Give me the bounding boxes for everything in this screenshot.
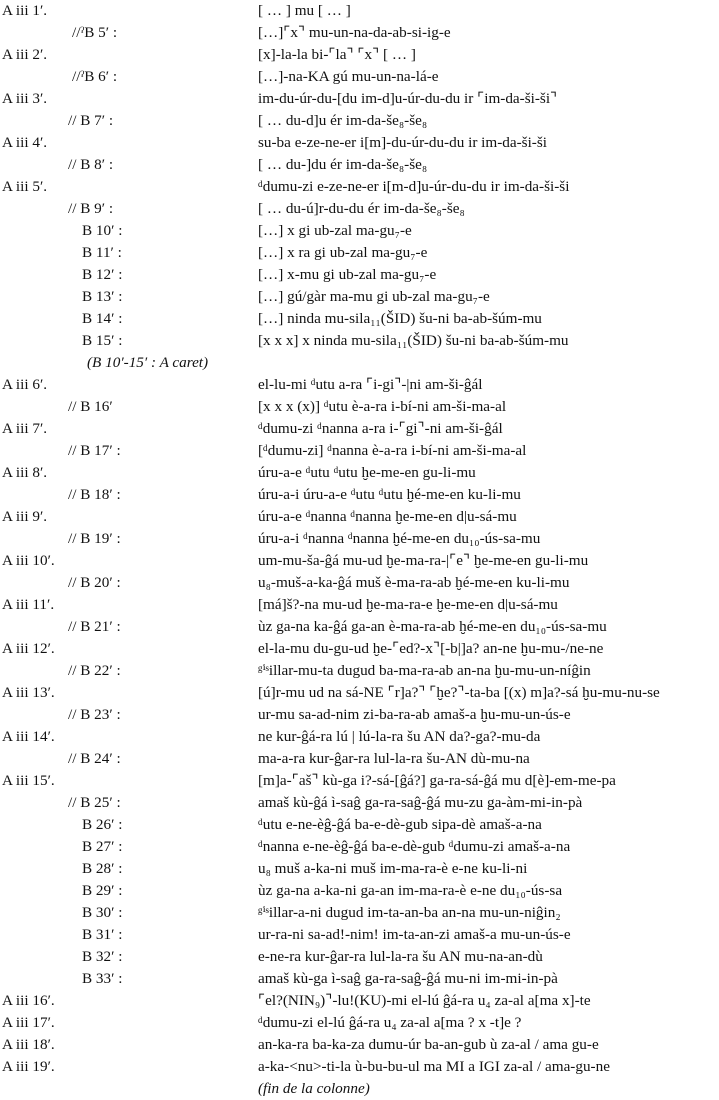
line-row — [0, 220, 719, 242]
tablet-b-reference: // B 24′ : — [68, 750, 121, 767]
tablet-a-reference: A iii 11′. — [2, 596, 55, 613]
line-row — [0, 528, 719, 550]
tablet-b-reference: // B 9′ : — [68, 200, 114, 217]
line-row — [0, 440, 719, 462]
tablet-a-reference: A iii 9′. — [2, 508, 48, 525]
line-row — [0, 704, 719, 726]
line-row — [0, 396, 719, 418]
transliteration-text: ᵈdumu-zi el-lú ĝá-ra u₄ za-al a[ma ? x -t]e ? — [258, 1014, 522, 1031]
line-row — [0, 858, 719, 880]
line-row — [0, 330, 719, 352]
line-row — [0, 550, 719, 572]
tablet-b-reference: // B 19′ : — [68, 530, 121, 547]
transliteration-text: […] x ra gi ub-zal ma-gu₇-e — [258, 244, 428, 261]
tablet-a-reference: A iii 8′. — [2, 464, 48, 481]
tablet-b-reference: B 28′ : — [82, 860, 123, 877]
transliteration-text: ùz ga-na a-ka-ni ga-an im-ma-ra-è e-ne du₁₀-ús-sa — [258, 882, 563, 899]
line-row — [0, 924, 719, 946]
tablet-a-reference: A iii 12′. — [2, 640, 55, 657]
transliteration-text: ᵍⁱˢillar-mu-ta dugud ba-ma-ra-ab an-na ḫu-mu-un-níĝin — [258, 662, 591, 679]
transliteration-text: amaš kù-ga ì-saĝ ga-ra-saĝ-ĝá mu-ni im-mi-in-pà — [258, 970, 558, 987]
tablet-b-reference: B 27′ : — [82, 838, 123, 855]
transliteration-text: [ú]r-mu ud na sá-NE ⌜r]a?⌝ ⌜ḫe?⌝-ta-ba [(x) m]a?-sá ḫu-mu-nu-se — [258, 684, 660, 701]
transliteration-text: ma-a-ra kur-ĝar-ra lul-la-ra šu-AN dù-mu-na — [258, 750, 530, 767]
tablet-a-reference: A iii 2′. — [2, 46, 48, 63]
tablet-a-reference: A iii 6′. — [2, 376, 48, 393]
transliteration-text: [x x x] x ninda mu-sila₁₁(ŠID) šu-ni ba-ab-šúm-mu — [258, 332, 569, 349]
line-row — [0, 946, 719, 968]
line-row — [0, 572, 719, 594]
line-row — [0, 682, 719, 704]
line-row — [0, 44, 719, 66]
tablet-b-reference: //ˀB 6′ : — [72, 68, 118, 85]
tablet-a-reference: A iii 7′. — [2, 420, 48, 437]
end-of-column-note: (fin de la colonne) — [258, 1080, 370, 1097]
tablet-b-reference: // B 7′ : — [68, 112, 114, 129]
line-row — [0, 176, 719, 198]
transliteration-text: [m]a-⌜aš⌝ kù-ga i?-sá-[ĝá?] ga-ra-sá-ĝá mu d[è]-em-me-pa — [258, 772, 616, 789]
transliteration-text: ᵈnanna e-ne-èĝ-ĝá ba-e-dè-gub ᵈdumu-zi amaš-a-na — [258, 838, 571, 855]
transliteration-text: úru-a-e ᵈnanna ᵈnanna ḫe-me-en d|u-sá-mu — [258, 508, 517, 525]
transliteration-text: [ … du-ú]r-du-du ér im-da-še₈-še₈ — [258, 200, 465, 217]
transliteration-text: úru-a-i úru-a-e ᵈutu ᵈutu ḫé-me-en ku-li-mu — [258, 486, 521, 503]
line-row — [0, 902, 719, 924]
tablet-a-reference: A iii 5′. — [2, 178, 48, 195]
tablet-b-reference: B 30′ : — [82, 904, 123, 921]
line-row — [0, 638, 719, 660]
transliteration-text: ᵈdumu-zi ᵈnanna a-ra i-⌜gi⌝-ni am-ši-ĝál — [258, 420, 503, 437]
tablet-b-reference: B 11′ : — [82, 244, 122, 261]
tablet-a-reference: A iii 1′. — [2, 2, 48, 19]
tablet-b-reference: B 10′ : — [82, 222, 123, 239]
transliteration-text: ur-ra-ni sa-ad!-nim! im-ta-an-zi amaš-a mu-un-ús-e — [258, 926, 571, 943]
tablet-a-reference: A iii 13′. — [2, 684, 55, 701]
line-row — [0, 462, 719, 484]
line-row — [0, 880, 719, 902]
line-row — [0, 418, 719, 440]
line-row — [0, 88, 719, 110]
transliteration-text: ⌜el?(NIN₉)⌝-lu!(KU)-mi el-lú ĝá-ra u₄ za-al a[ma x]-te — [258, 992, 591, 1009]
line-row — [0, 110, 719, 132]
line-row — [0, 726, 719, 748]
tablet-b-reference: B 15′ : — [82, 332, 123, 349]
line-row — [0, 792, 719, 814]
tablet-a-reference: A iii 17′. — [2, 1014, 55, 1031]
line-row — [0, 506, 719, 528]
tablet-b-reference: // B 25′ : — [68, 794, 121, 811]
transliteration-text: ùz ga-na ka-ĝá ga-an è-ma-ra-ab ḫé-me-en du₁₀-ús-sa-mu — [258, 618, 607, 635]
transliteration-text: [ … du-]du ér im-da-še₈-še₈ — [258, 156, 428, 173]
line-row — [0, 286, 719, 308]
tablet-a-reference: A iii 18′. — [2, 1036, 55, 1053]
transliteration-text: im-du-úr-du-[du im-d]u-úr-du-du ir ⌜im-da-ši-ši⌝ — [258, 90, 558, 107]
tablet-a-reference: A iii 14′. — [2, 728, 55, 745]
tablet-a-reference: A iii 19′. — [2, 1058, 55, 1075]
line-row — [0, 594, 719, 616]
transliteration-text: u₈-muš-a-ka-ĝá muš è-ma-ra-ab ḫé-me-en ku-li-mu — [258, 574, 570, 591]
tablet-b-reference: // B 17′ : — [68, 442, 121, 459]
transliteration-text: […]⌜x⌝ mu-un-na-da-ab-si-ig-e — [258, 24, 451, 41]
tablet-a-reference: A iii 3′. — [2, 90, 48, 107]
end-note-row — [0, 1078, 719, 1100]
line-row — [0, 836, 719, 858]
transliteration-text: [x]-la-la bi-⌜la⌝ ⌜x⌝ [ … ] — [258, 46, 416, 63]
tablet-b-reference: // B 20′ : — [68, 574, 121, 591]
transliteration-text: úru-a-e ᵈutu ᵈutu ḫe-me-en gu-li-mu — [258, 464, 476, 481]
transliteration-text: a-ka-<nu>-ti-la ù-bu-bu-ul ma MI a IGI za-al / ama-gu-ne — [258, 1058, 610, 1075]
line-row — [0, 1056, 719, 1078]
line-row — [0, 242, 719, 264]
tablet-b-reference: // B 8′ : — [68, 156, 114, 173]
tablet-b-reference: // B 16′ — [68, 398, 113, 415]
transliteration-text: el-lu-mi ᵈutu a-ra ⌜i-gi⌝-|ni am-ši-ĝál — [258, 376, 483, 393]
tablet-b-reference: B 26′ : — [82, 816, 123, 833]
transliteration-text: [ … du-d]u ér im-da-še₈-še₈ — [258, 112, 428, 129]
transliteration-text: u₈ muš a-ka-ni muš im-ma-ra-è e-ne ku-li-ni — [258, 860, 528, 877]
line-row — [0, 748, 719, 770]
tablet-a-reference: A iii 16′. — [2, 992, 55, 1009]
line-row — [0, 484, 719, 506]
tablet-b-reference: B 32′ : — [82, 948, 123, 965]
tablet-b-reference: // B 18′ : — [68, 486, 121, 503]
line-row — [0, 66, 719, 88]
transliteration-text: […] x-mu gi ub-zal ma-gu₇-e — [258, 266, 437, 283]
tablet-b-reference: // B 23′ : — [68, 706, 121, 723]
transliteration-text: [ᵈdumu-zi] ᵈnanna è-a-ra i-bí-ni am-ši-ma-al — [258, 442, 527, 459]
line-row — [0, 770, 719, 792]
transliteration-text: su-ba e-ze-ne-er i[m]-du-úr-du-du ir im-da-ši-ši — [258, 134, 547, 151]
tablet-b-reference: B 14′ : — [82, 310, 123, 327]
line-row — [0, 374, 719, 396]
transliteration-text: […] ninda mu-sila₁₁(ŠID) šu-ni ba-ab-šúm-mu — [258, 310, 542, 327]
line-row — [0, 1034, 719, 1056]
tablet-b-reference: //ˀB 5′ : — [72, 24, 118, 41]
transliteration-text: úru-a-i ᵈnanna ᵈnanna ḫé-me-en du₁₀-ús-sa-mu — [258, 530, 541, 547]
line-row — [0, 132, 719, 154]
transliteration-text: ᵍⁱˢillar-a-ni dugud im-ta-an-ba an-na mu-un-niĝin₂ — [258, 904, 561, 921]
line-row — [0, 154, 719, 176]
line-row — [0, 0, 719, 22]
tablet-a-reference: A iii 10′. — [2, 552, 55, 569]
tablet-a-reference: A iii 15′. — [2, 772, 55, 789]
tablet-b-reference: B 12′ : — [82, 266, 123, 283]
line-row — [0, 968, 719, 990]
line-row — [0, 990, 719, 1012]
tablet-b-reference: B 31′ : — [82, 926, 123, 943]
transliteration-text: e-ne-ra kur-ĝar-ra lul-la-ra šu AN mu-na-an-dù — [258, 948, 543, 965]
transliteration-text: ᵈdumu-zi e-ze-ne-er i[m-d]u-úr-du-du ir im-da-ši-ši — [258, 178, 570, 195]
line-row — [0, 22, 719, 44]
line-row — [0, 198, 719, 220]
editorial-note: (B 10′-15′ : A caret) — [87, 354, 209, 371]
tablet-b-reference: // B 21′ : — [68, 618, 121, 635]
line-row — [0, 616, 719, 638]
transliteration-text: [má]š?-na mu-ud ḫe-ma-ra-e ḫe-me-en d|u-sá-mu — [258, 596, 558, 613]
transliteration-text: an-ka-ra ba-ka-za dumu-úr ba-an-gub ù za-al / ama gu-e — [258, 1036, 599, 1053]
transliteration-text: […] gú/gàr ma-mu gi ub-zal ma-gu₇-e — [258, 288, 490, 305]
tablet-b-reference: B 33′ : — [82, 970, 123, 987]
transliteration-text: […]-na-KA gú mu-un-na-lá-e — [258, 68, 439, 85]
transliteration-text: ᵈutu e-ne-èĝ-ĝá ba-e-dè-gub sipa-dè amaš-a-na — [258, 816, 542, 833]
transliteration-text: amaš kù-ĝá ì-saĝ ga-ra-saĝ-ĝá mu-zu ga-àm-mi-in-pà — [258, 794, 583, 811]
tablet-b-reference: // B 22′ : — [68, 662, 121, 679]
line-row — [0, 660, 719, 682]
transliteration-text: ne kur-ĝá-ra lú | lú-la-ra šu AN da?-ga?-mu-da — [258, 728, 541, 745]
transliteration-text: [x x x (x)] ᵈutu è-a-ra i-bí-ni am-ši-ma-al — [258, 398, 507, 415]
transliteration-text: [ … ] mu [ … ] — [258, 2, 351, 19]
line-row — [0, 264, 719, 286]
line-row — [0, 814, 719, 836]
transliteration-text: […] x gi ub-zal ma-gu₇-e — [258, 222, 412, 239]
transliteration-text: ur-mu sa-ad-nim zi-ba-ra-ab amaš-a ḫu-mu-un-ús-e — [258, 706, 571, 723]
line-row — [0, 308, 719, 330]
tablet-b-reference: B 13′ : — [82, 288, 123, 305]
line-row — [0, 352, 719, 374]
tablet-a-reference: A iii 4′. — [2, 134, 48, 151]
tablet-b-reference: B 29′ : — [82, 882, 123, 899]
transliteration-text: um-mu-ša-ĝá mu-ud ḫe-ma-ra-|⌜e⌝ ḫe-me-en gu-li-mu — [258, 552, 589, 569]
transliteration-text: el-la-mu du-gu-ud ḫe-⌜ed?-x⌝[-b|]a? an-ne ḫu-mu-/ne-ne — [258, 640, 604, 657]
